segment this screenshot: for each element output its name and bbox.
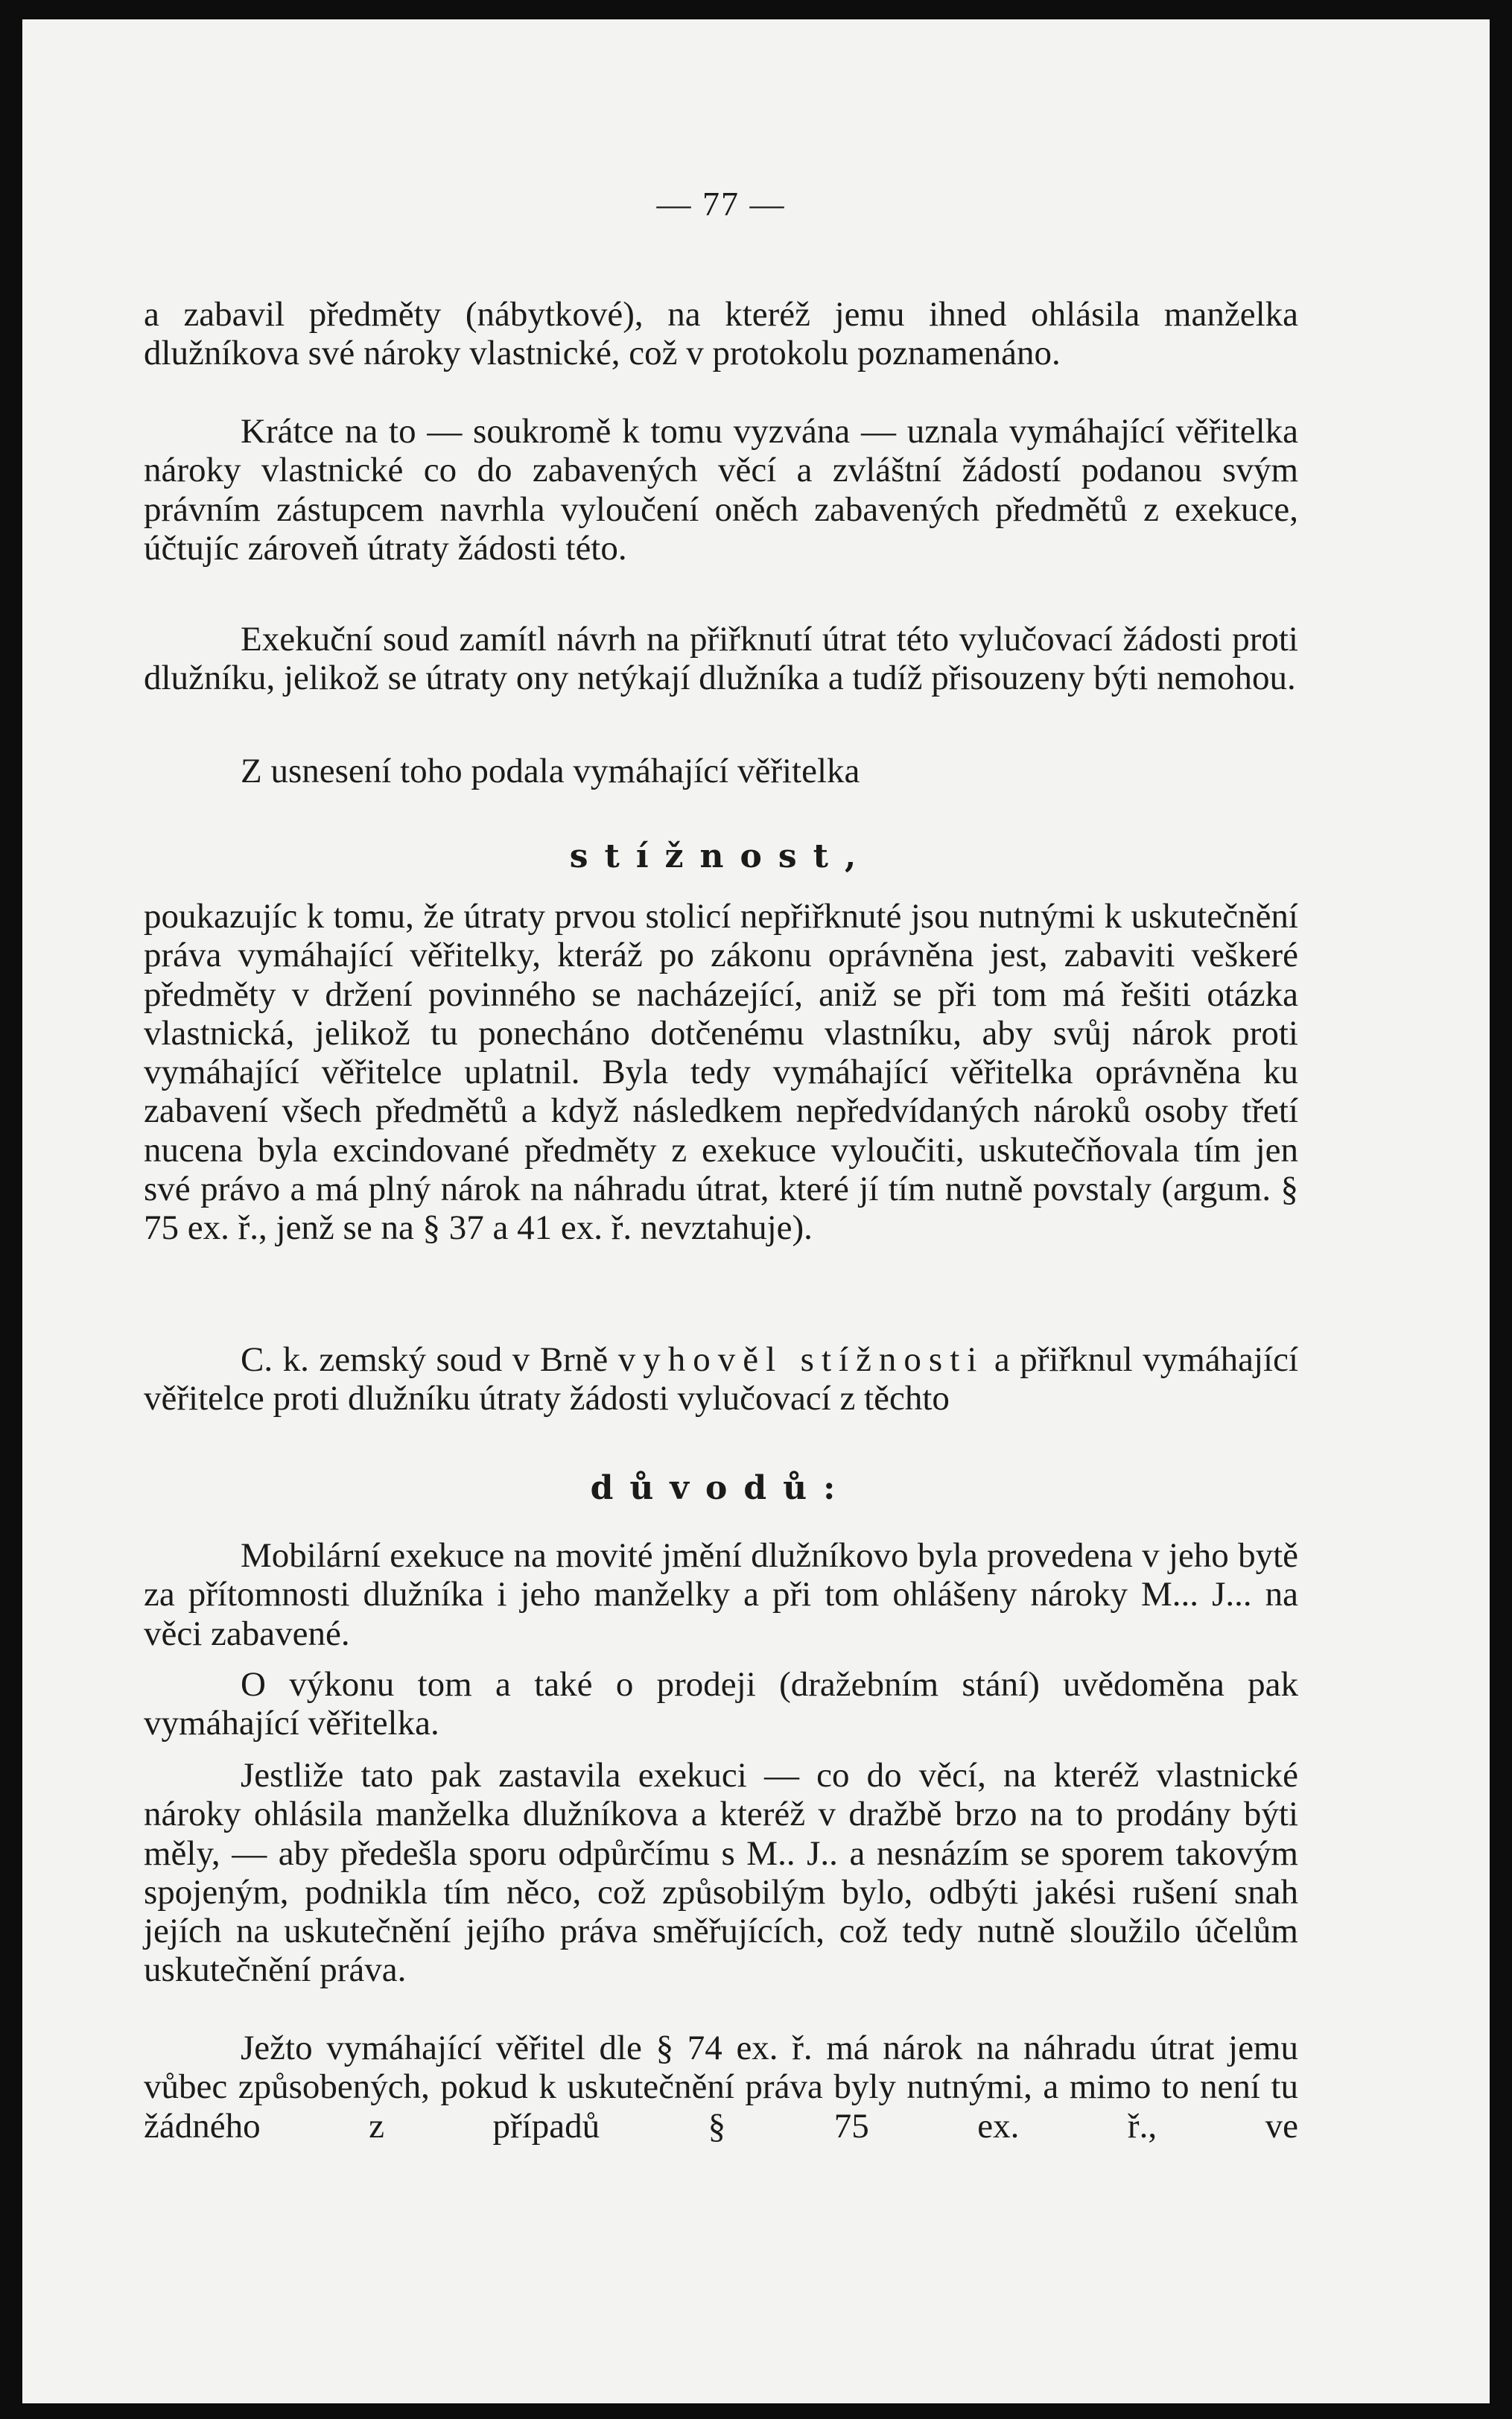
paragraph-10: Ježto vymáhající věřitel dle § 74 ex. ř. má nárok na náhradu útrat jemu vůbec způsobených, pokud k uskutečnění práva byly nutnými, a mimo to není tu žádného z případů § 75 ex. ř., ve xyxy=(144,2029,1298,2146)
paragraph-3: Exekuční soud zamítl návrh na přiřknutí útrat této vylučovací žádosti proti dlužníku, jelikož se útraty ony netýkají dlužníka a tudíž přisouzeny býti nemohou. xyxy=(144,620,1298,698)
paragraph-1: a zabavil předměty (nábytkové), na kteréž jemu ihned ohlásila manželka dlužníkova své nároky vlastnické, což v protokolu poznamenáno. xyxy=(144,295,1298,373)
paragraph-5: poukazujíc k tomu, že útraty prvou stolicí nepřiřknuté jsou nutnými k uskutečnění práva vymáhající věřitelky, kteráž po zákonu oprávněna jest, zabaviti veškeré předměty v držení povinného se nacházející, aniž se při tom má řešiti otázka vlastnická, jelikož tu ponecháno dotčenému vlastníku, aby svůj nárok proti vymáhající věřitelce uplatnil. Byla tedy vymáhající věřitelka oprávněna ku zabavení všech předmětů a když následkem nepředvídaných nároků osoby třetí nucena byla excindované předměty z exekuce vyloučiti, uskutečňovala tím jen své právo a má plný nárok na náhradu útrat, které jí tím nutně povstaly (argum. § 75 ex. ř., jenž se na § 37 a 41 ex. ř. nevztahuje). xyxy=(144,897,1298,1248)
court-name: C. k. zemský soud v Brně xyxy=(241,1340,609,1379)
scanned-page xyxy=(22,19,1490,2403)
paragraph-9: Jestliže tato pak zastavila exekuci — co do věcí, na kteréž vlastnické nároky ohlásila manželka dlužníkova a kteréž v dražbě brzo na to prodány býti měly, — aby předešla sporu odpůrčímu s M.. J.. a nesnázím se sporem takovým spojeným, podnikla tím něco, což způsobilým bylo, odbýti jakési rušení snah jejích na uskutečnění jejího práva směřujících, což tedy nutně sloužilo účelům uskutečnění práva. xyxy=(144,1756,1298,1990)
ruling-emphasis: vyhověl stížnosti xyxy=(617,1340,985,1379)
paragraph-8: O výkonu tom a také o prodeji (dražebním stání) uvědoměna pak vymáhající věřitelka. xyxy=(144,1665,1298,1743)
page-number: — 77 — xyxy=(656,185,786,223)
paragraph-4: Z usnesení toho podala vymáhající věřitelka xyxy=(241,752,860,790)
paragraph-7: Mobilární exekuce na movité jmění dlužníkovo byla provedena v jeho bytě za přítomnosti dlužníka i jeho manželky a při tom ohlášeny nároky M... J... na věci zabavené. xyxy=(144,1536,1298,1653)
ruling-rest: a přiřknul vymáhající věřitelce proti dlužníku útraty žádosti vylučovací z těchto xyxy=(144,1340,1299,1418)
paragraph-6 xyxy=(144,1340,1298,1418)
heading-reasons: důvodů: xyxy=(590,1469,852,1507)
paragraph-2: Krátce na to — soukromě k tomu vyzvána — uznala vymáhající věřitelka nároky vlastnické co do zabavených věcí a zvláštní žádostí podanou svým právním zástupcem navrhla vyloučení oněch zabavených předmětů z exekuce, účtujíc zároveň útraty žádosti této. xyxy=(144,412,1298,568)
heading-complaint: stížnost, xyxy=(569,837,873,875)
